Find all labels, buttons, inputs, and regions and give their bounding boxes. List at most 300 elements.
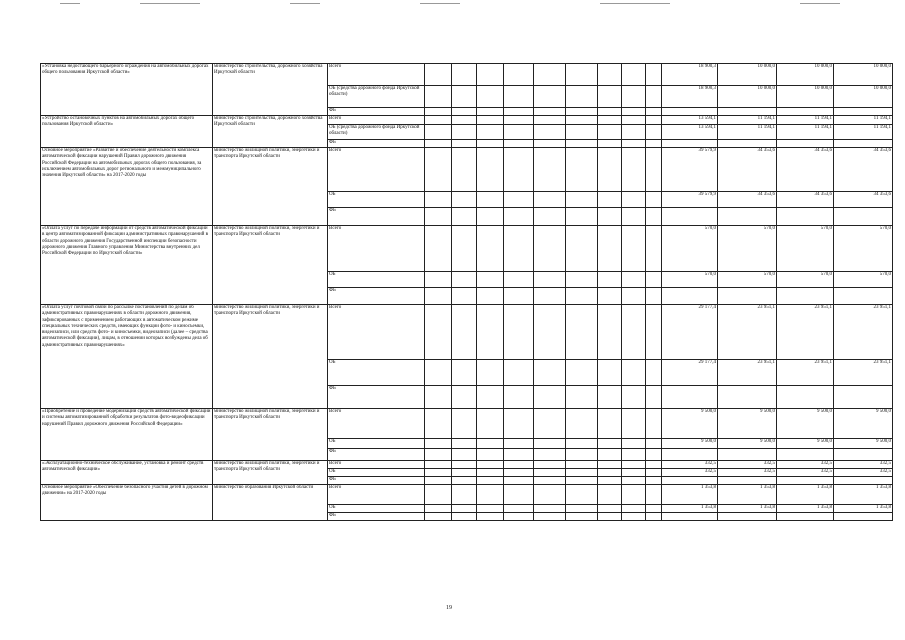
table-row (41, 305, 893, 360)
amount-cell: 11 194,1 (834, 116, 893, 125)
empty-cell (452, 148, 477, 192)
amount-cell (718, 386, 777, 409)
empty-cell (646, 449, 662, 461)
amount-cell: 23 951,1 (718, 305, 777, 360)
empty-cell (425, 208, 452, 226)
amount-cell: 9 500,0 (718, 439, 777, 449)
funding-source-cell: Всего (328, 116, 425, 125)
empty-cell (534, 64, 566, 86)
empty-cell (598, 272, 622, 288)
empty-cell (504, 505, 534, 513)
empty-cell (598, 86, 622, 108)
activity-name-cell: «Устройство остановочных пунктов на автомобильных дорогах общего пользования Иркутской области» (41, 116, 213, 148)
amount-cell: 570,0 (718, 226, 777, 272)
empty-cell (646, 272, 662, 288)
empty-cell (566, 449, 598, 461)
empty-cell (504, 148, 534, 192)
amount-cell (834, 477, 893, 485)
empty-cell (504, 485, 534, 505)
funding-source-cell: ОБ (средства дорожного фонда Иркутской области) (328, 86, 425, 108)
empty-cell (598, 409, 622, 439)
empty-cell (452, 409, 477, 439)
empty-cell (646, 226, 662, 272)
empty-cell (452, 192, 477, 208)
empty-cell (477, 513, 504, 521)
table-row (41, 226, 893, 272)
empty-cell (646, 140, 662, 148)
scan-header-marks (0, 0, 905, 10)
empty-cell (566, 409, 598, 439)
activity-name-cell: «Оплата услуг почтовой связи по рассылке постановлений по делам об административных правонарушениях в области дорожного движения, зафиксированных с применением работающих в автоматическом режиме специальных технических средств, имеющих функции фото- и киносъемки, видеозаписи, или средств фото- и киносъемки, видеозаписи (далее – средства автоматической фиксации), лицам, в отношении которых возбуждены дела об административных правонарушениях» (41, 305, 213, 409)
amount-cell (834, 140, 893, 148)
empty-cell (477, 140, 504, 148)
empty-cell (477, 64, 504, 86)
amount-cell: 23 951,1 (718, 360, 777, 386)
empty-cell (566, 513, 598, 521)
empty-cell (646, 148, 662, 192)
funding-table (40, 63, 893, 521)
empty-cell (646, 477, 662, 485)
empty-cell (452, 505, 477, 513)
empty-cell (452, 386, 477, 409)
amount-cell: 13 594,1 (662, 116, 718, 125)
empty-cell (598, 505, 622, 513)
amount-cell: 9 500,0 (777, 409, 834, 439)
empty-cell (598, 513, 622, 521)
empty-cell (646, 192, 662, 208)
empty-cell (504, 192, 534, 208)
empty-cell (534, 386, 566, 409)
amount-cell (834, 208, 893, 226)
empty-cell (534, 272, 566, 288)
amount-cell: 570,0 (834, 226, 893, 272)
empty-cell (452, 469, 477, 477)
activity-name-cell: «Оплата услуг по передаче информации от средств автоматической фиксации в центр автоматизированной фиксации административных правонарушений в области дорожного движения Государственной инспекции безопасности дорожного движения Главного управления Министерства внутренних дел Российской Федерации по Иркутской области» (41, 226, 213, 305)
amount-cell: 570,0 (834, 272, 893, 288)
empty-cell (566, 64, 598, 86)
amount-cell (662, 108, 718, 116)
empty-cell (504, 64, 534, 86)
amount-cell: 10 000,0 (718, 86, 777, 108)
empty-cell (534, 108, 566, 116)
empty-cell (646, 461, 662, 469)
empty-cell (598, 226, 622, 272)
empty-cell (477, 409, 504, 439)
empty-cell (566, 125, 598, 140)
empty-cell (622, 86, 646, 108)
amount-cell (718, 513, 777, 521)
empty-cell (566, 386, 598, 409)
amount-cell (718, 140, 777, 148)
amount-cell (662, 288, 718, 305)
funding-source-cell: ОБ (328, 505, 425, 513)
amount-cell: 39 579,9 (662, 192, 718, 208)
empty-cell (598, 148, 622, 192)
empty-cell (452, 64, 477, 86)
funding-source-cell: ФБ (328, 477, 425, 485)
empty-cell (477, 148, 504, 192)
amount-cell: 11 194,1 (718, 116, 777, 125)
empty-cell (425, 272, 452, 288)
empty-cell (425, 386, 452, 409)
empty-cell (622, 477, 646, 485)
empty-cell (477, 116, 504, 125)
empty-cell (425, 360, 452, 386)
empty-cell (504, 288, 534, 305)
funding-source-cell: Всего (328, 148, 425, 192)
empty-cell (477, 477, 504, 485)
empty-cell (452, 288, 477, 305)
empty-cell (452, 305, 477, 360)
empty-cell (598, 108, 622, 116)
amount-cell (662, 513, 718, 521)
empty-cell (477, 439, 504, 449)
empty-cell (598, 386, 622, 409)
empty-cell (622, 485, 646, 505)
activity-name-cell: Основное мероприятие «Развитие и обеспечение деятельности комплекса автоматической фиксации нарушений Правил дорожного движения Российской Федерации на автомобильных дорогах общего пользования, за исключением автомобильных дорог регионального и межмуниципального значения Иркутской области» на 2017-2020 годы (41, 148, 213, 226)
amount-cell: 9 500,0 (834, 409, 893, 439)
empty-cell (598, 360, 622, 386)
empty-cell (452, 208, 477, 226)
amount-cell: 34 353,6 (834, 192, 893, 208)
amount-cell: 332,5 (777, 469, 834, 477)
amount-cell: 11 194,1 (834, 125, 893, 140)
amount-cell: 1 353,8 (718, 485, 777, 505)
empty-cell (622, 288, 646, 305)
amount-cell: 18 900,3 (662, 86, 718, 108)
empty-cell (477, 469, 504, 477)
executor-cell: министерство жилищной политики, энергетики и транспорта Иркутской области (213, 461, 328, 485)
empty-cell (504, 208, 534, 226)
empty-cell (646, 86, 662, 108)
empty-cell (425, 140, 452, 148)
empty-cell (534, 288, 566, 305)
empty-cell (646, 505, 662, 513)
amount-cell: 29 177,4 (662, 305, 718, 360)
empty-cell (477, 449, 504, 461)
empty-cell (646, 116, 662, 125)
empty-cell (504, 409, 534, 439)
empty-cell (425, 485, 452, 505)
amount-cell (718, 477, 777, 485)
empty-cell (646, 439, 662, 449)
empty-cell (646, 409, 662, 439)
empty-cell (598, 449, 622, 461)
funding-source-cell: ФБ (328, 386, 425, 409)
empty-cell (566, 360, 598, 386)
funding-source-cell: Всего (328, 226, 425, 272)
empty-cell (477, 272, 504, 288)
empty-cell (598, 477, 622, 485)
executor-cell: министерство жилищной политики, энергетики и транспорта Иркутской области (213, 148, 328, 226)
empty-cell (622, 125, 646, 140)
empty-cell (566, 272, 598, 288)
funding-source-cell: ФБ (328, 108, 425, 116)
empty-cell (504, 272, 534, 288)
amount-cell: 332,5 (834, 469, 893, 477)
empty-cell (534, 305, 566, 360)
empty-cell (566, 226, 598, 272)
empty-cell (598, 116, 622, 125)
empty-cell (534, 409, 566, 439)
amount-cell: 18 900,3 (662, 64, 718, 86)
amount-cell: 10 000,0 (777, 86, 834, 108)
amount-cell: 1 353,8 (718, 505, 777, 513)
amount-cell: 29 177,4 (662, 360, 718, 386)
empty-cell (477, 208, 504, 226)
funding-source-cell: ФБ (328, 208, 425, 226)
empty-cell (534, 226, 566, 272)
amount-cell: 34 353,6 (718, 192, 777, 208)
amount-cell: 34 353,6 (777, 148, 834, 192)
empty-cell (622, 386, 646, 409)
empty-cell (534, 485, 566, 505)
empty-cell (646, 208, 662, 226)
amount-cell: 570,0 (662, 226, 718, 272)
amount-cell: 332,5 (834, 461, 893, 469)
funding-source-cell: ОБ (328, 469, 425, 477)
empty-cell (622, 439, 646, 449)
amount-cell (777, 386, 834, 409)
empty-cell (598, 64, 622, 86)
empty-cell (646, 360, 662, 386)
funding-source-cell: ОБ (средства дорожного фонда Иркутской области) (328, 125, 425, 140)
amount-cell (777, 449, 834, 461)
amount-cell (662, 477, 718, 485)
empty-cell (598, 439, 622, 449)
empty-cell (598, 461, 622, 469)
empty-cell (622, 108, 646, 116)
table-row (41, 64, 893, 86)
empty-cell (452, 360, 477, 386)
empty-cell (646, 469, 662, 477)
empty-cell (425, 409, 452, 439)
amount-cell: 9 500,0 (662, 439, 718, 449)
empty-cell (452, 140, 477, 148)
empty-cell (598, 208, 622, 226)
amount-cell (777, 108, 834, 116)
empty-cell (425, 513, 452, 521)
activity-name-cell: «Установка недостающего барьерного ограждения на автомобильных дорогах общего пользования Иркутской области» (41, 64, 213, 116)
empty-cell (452, 477, 477, 485)
table-row (41, 461, 893, 469)
empty-cell (622, 272, 646, 288)
empty-cell (504, 305, 534, 360)
funding-source-cell: Всего (328, 461, 425, 469)
page-number: 19 (446, 605, 452, 611)
table-row (41, 409, 893, 439)
empty-cell (598, 288, 622, 305)
amount-cell (777, 208, 834, 226)
amount-cell (834, 108, 893, 116)
empty-cell (566, 148, 598, 192)
amount-cell (718, 449, 777, 461)
empty-cell (504, 461, 534, 469)
empty-cell (598, 192, 622, 208)
empty-cell (646, 513, 662, 521)
empty-cell (452, 86, 477, 108)
amount-cell: 10 000,0 (718, 64, 777, 86)
funding-source-cell: Всего (328, 485, 425, 505)
amount-cell (777, 477, 834, 485)
empty-cell (477, 86, 504, 108)
funding-source-cell: Всего (328, 305, 425, 360)
empty-cell (477, 192, 504, 208)
amount-cell: 570,0 (662, 272, 718, 288)
empty-cell (425, 439, 452, 449)
activity-name-cell: «Эксплуатационно-техническое обслуживание, установка и ремонт средств автоматической фиксации» (41, 461, 213, 485)
empty-cell (622, 64, 646, 86)
amount-cell: 23 951,1 (777, 360, 834, 386)
amount-cell (777, 288, 834, 305)
empty-cell (477, 288, 504, 305)
empty-cell (534, 469, 566, 477)
amount-cell: 23 951,1 (777, 305, 834, 360)
amount-cell: 332,5 (718, 469, 777, 477)
activity-name-cell: Основное мероприятие «Обеспечение безопасного участия детей в дорожном движении» на 2017-2020 годы (41, 485, 213, 521)
empty-cell (452, 439, 477, 449)
empty-cell (622, 360, 646, 386)
empty-cell (452, 485, 477, 505)
empty-cell (646, 125, 662, 140)
funding-source-cell: Всего (328, 64, 425, 86)
empty-cell (566, 108, 598, 116)
empty-cell (477, 360, 504, 386)
empty-cell (534, 461, 566, 469)
amount-cell: 11 194,1 (777, 125, 834, 140)
amount-cell: 332,5 (662, 469, 718, 477)
empty-cell (622, 409, 646, 439)
empty-cell (566, 439, 598, 449)
empty-cell (646, 64, 662, 86)
amount-cell (718, 288, 777, 305)
funding-source-cell: Всего (328, 409, 425, 439)
empty-cell (425, 192, 452, 208)
empty-cell (622, 449, 646, 461)
empty-cell (452, 461, 477, 469)
amount-cell (718, 108, 777, 116)
empty-cell (504, 439, 534, 449)
amount-cell: 332,5 (777, 461, 834, 469)
empty-cell (477, 461, 504, 469)
amount-cell: 1 353,8 (662, 505, 718, 513)
empty-cell (425, 108, 452, 116)
amount-cell: 11 194,1 (718, 125, 777, 140)
amount-cell: 1 353,8 (834, 485, 893, 505)
empty-cell (425, 505, 452, 513)
empty-cell (622, 148, 646, 192)
empty-cell (452, 449, 477, 461)
empty-cell (504, 449, 534, 461)
empty-cell (622, 208, 646, 226)
executor-cell: министерство жилищной политики, энергетики и транспорта Иркутской области (213, 226, 328, 305)
amount-cell (662, 140, 718, 148)
empty-cell (622, 116, 646, 125)
activity-name-cell: «Приобретение и проведение модернизации средств автоматической фиксации и системы автоматизированной обработки результатов фото-видеофиксации нарушений Правил дорожного движения Российской Федерации» (41, 409, 213, 461)
empty-cell (425, 226, 452, 272)
empty-cell (452, 513, 477, 521)
amount-cell: 332,5 (718, 461, 777, 469)
empty-cell (622, 505, 646, 513)
empty-cell (534, 148, 566, 192)
empty-cell (622, 469, 646, 477)
amount-cell: 1 353,8 (834, 505, 893, 513)
empty-cell (477, 226, 504, 272)
empty-cell (598, 485, 622, 505)
empty-cell (534, 505, 566, 513)
empty-cell (534, 208, 566, 226)
amount-cell (834, 449, 893, 461)
funding-source-cell: ФБ (328, 449, 425, 461)
empty-cell (477, 386, 504, 409)
amount-cell: 34 353,6 (718, 148, 777, 192)
empty-cell (425, 64, 452, 86)
executor-cell: министерство строительства, дорожного хозяйства Иркутской области (213, 64, 328, 116)
empty-cell (566, 305, 598, 360)
amount-cell: 23 951,1 (834, 360, 893, 386)
empty-cell (598, 305, 622, 360)
empty-cell (534, 439, 566, 449)
empty-cell (425, 469, 452, 477)
empty-cell (566, 485, 598, 505)
amount-cell: 11 194,1 (777, 116, 834, 125)
empty-cell (425, 305, 452, 360)
empty-cell (477, 305, 504, 360)
empty-cell (504, 469, 534, 477)
empty-cell (425, 477, 452, 485)
funding-source-cell: ОБ (328, 439, 425, 449)
amount-cell: 10 000,0 (834, 64, 893, 86)
empty-cell (504, 360, 534, 386)
empty-cell (504, 125, 534, 140)
funding-source-cell: ФБ (328, 288, 425, 305)
amount-cell: 1 353,8 (777, 485, 834, 505)
empty-cell (452, 125, 477, 140)
executor-cell: министерство жилищной политики, энергетики и транспорта Иркутской области (213, 305, 328, 409)
amount-cell (718, 208, 777, 226)
funding-source-cell: ОБ (328, 272, 425, 288)
empty-cell (566, 461, 598, 469)
empty-cell (425, 449, 452, 461)
empty-cell (477, 125, 504, 140)
amount-cell (834, 386, 893, 409)
amount-cell (834, 513, 893, 521)
empty-cell (566, 192, 598, 208)
amount-cell: 9 500,0 (834, 439, 893, 449)
empty-cell (452, 108, 477, 116)
empty-cell (598, 469, 622, 477)
empty-cell (622, 305, 646, 360)
amount-cell (662, 208, 718, 226)
empty-cell (598, 125, 622, 140)
empty-cell (425, 288, 452, 305)
empty-cell (534, 360, 566, 386)
empty-cell (504, 386, 534, 409)
empty-cell (622, 461, 646, 469)
amount-cell (834, 288, 893, 305)
empty-cell (534, 449, 566, 461)
table-row (41, 116, 893, 125)
empty-cell (452, 226, 477, 272)
empty-cell (425, 125, 452, 140)
amount-cell: 570,0 (718, 272, 777, 288)
amount-cell: 10 000,0 (834, 86, 893, 108)
amount-cell: 34 353,6 (834, 148, 893, 192)
empty-cell (477, 108, 504, 116)
empty-cell (566, 469, 598, 477)
empty-cell (646, 108, 662, 116)
funding-source-cell: ОБ (328, 360, 425, 386)
